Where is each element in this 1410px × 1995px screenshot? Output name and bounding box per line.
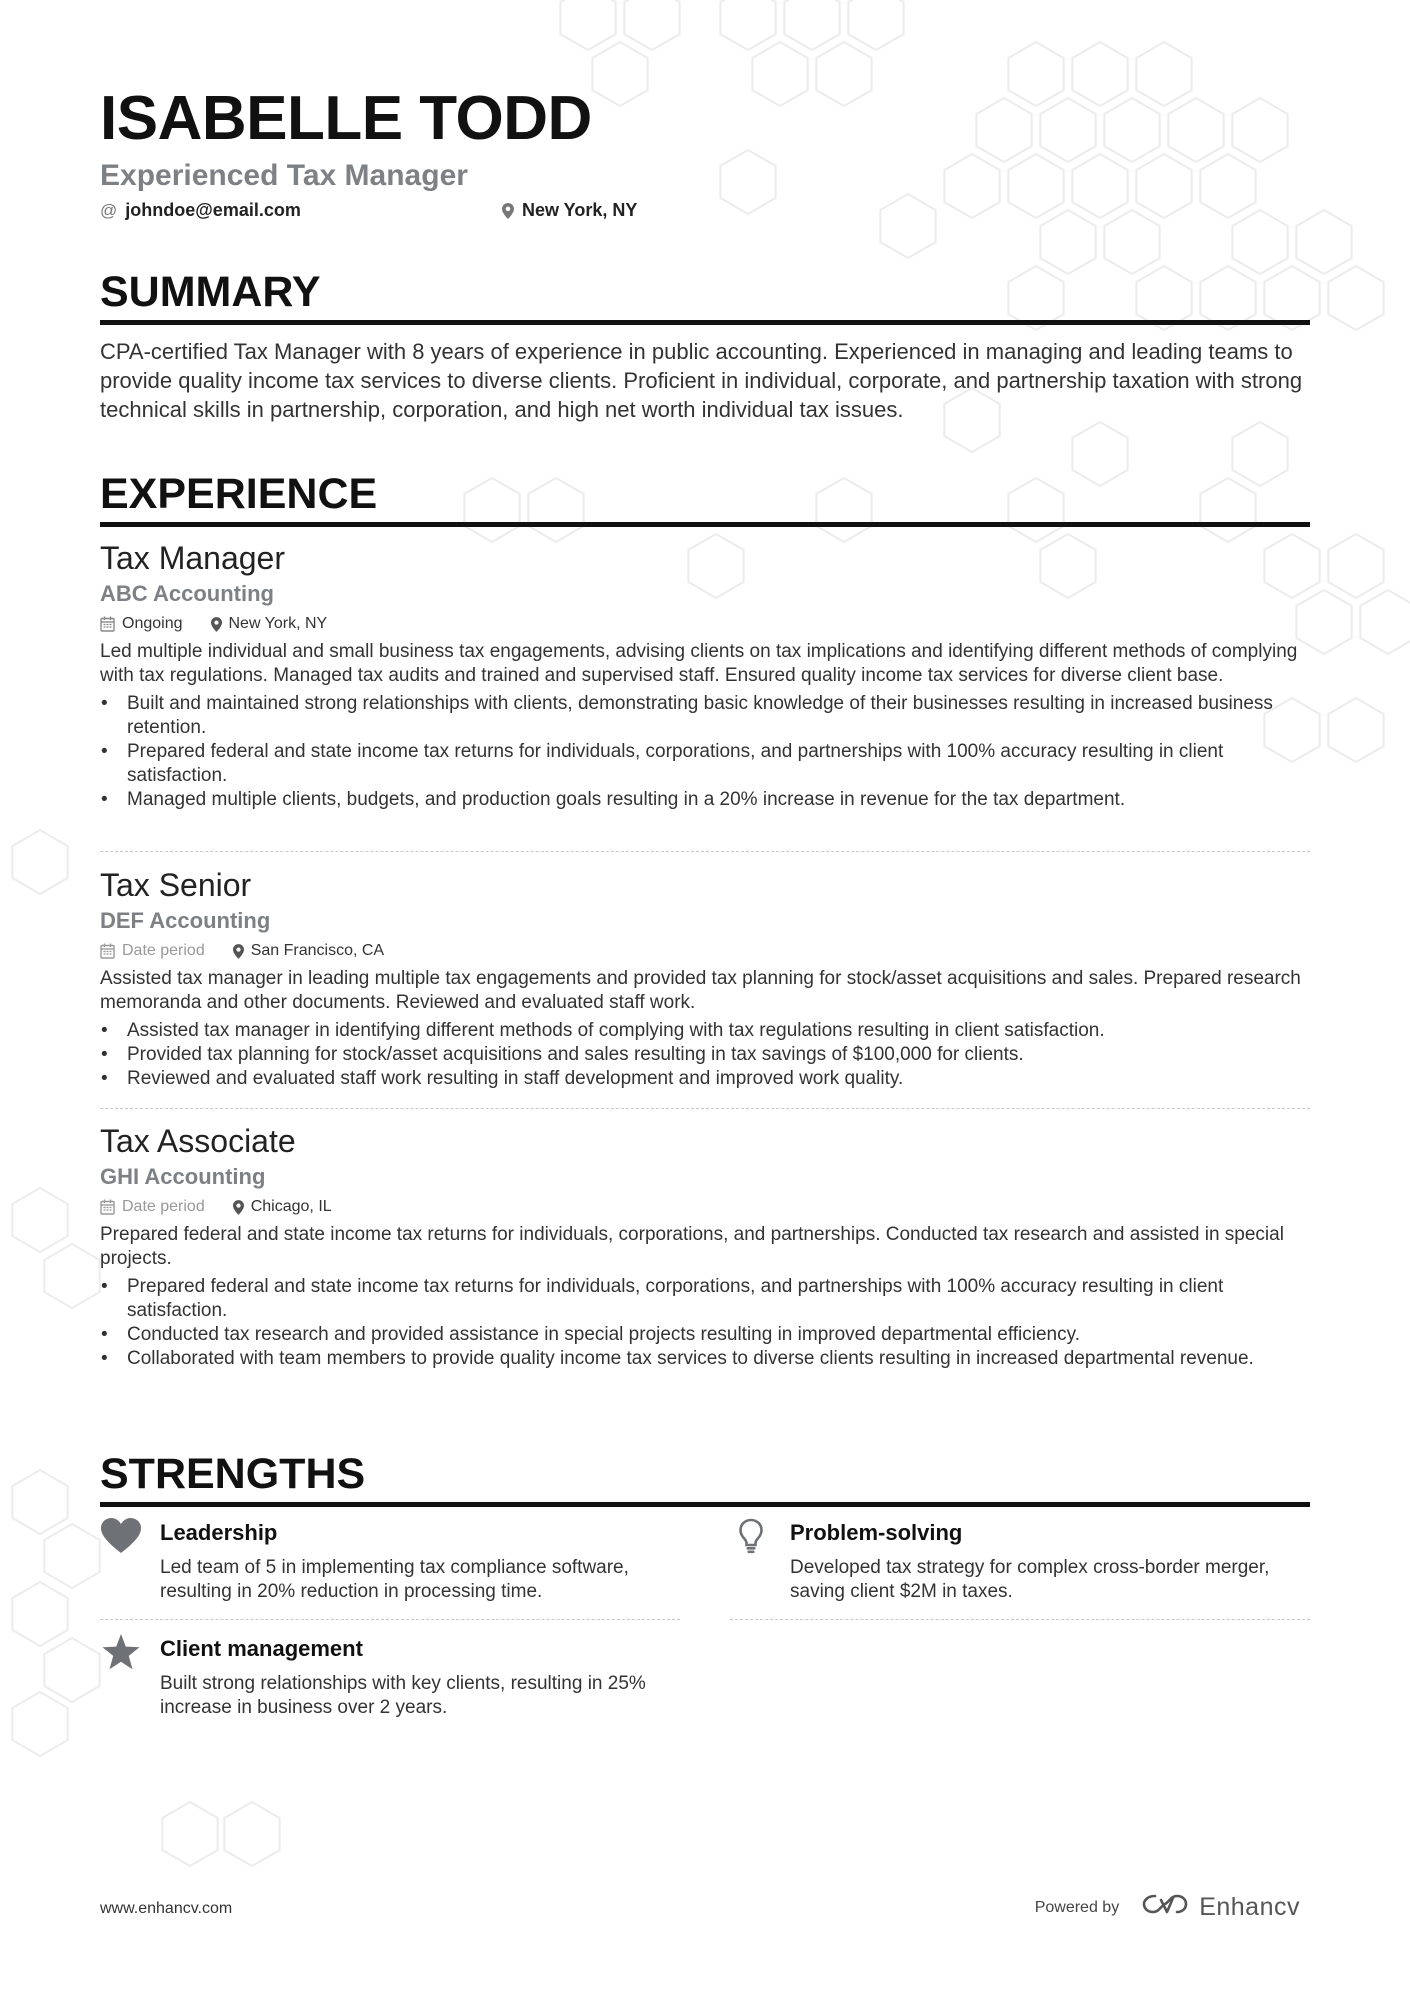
strength-description: Developed tax strategy for complex cross-border merger, saving client $2M in taxes. [790,1557,1270,1602]
job-description: Prepared federal and state income tax returns for individuals, corporations, and partnerships. Conducted tax research and assisted in special projects. [100,1224,1284,1269]
hexagon-shape [1360,590,1410,654]
hexagon-shape [976,98,1031,162]
hexagon-shape [624,0,679,50]
hexagon-shape [12,1582,67,1646]
strength-divider [100,1619,680,1620]
strength-title: Problem-solving [790,1520,963,1545]
job-company: ABC Accounting [100,581,274,606]
hexagon-shape [560,0,615,50]
strengths-heading: STRENGTHS [100,1450,1310,1507]
job-company: DEF Accounting [100,908,271,933]
job-bullet: • Prepared federal and state income tax returns for individuals, corporations, and partnerships with 100% accuracy resulting in client satisfaction. [100,740,1310,788]
candidate-name: ISABELLE TODD [100,84,592,153]
hexagon-shape [1168,98,1223,162]
job-entry [100,1122,1310,1371]
job-title: Tax Associate [100,1123,296,1159]
hexagon-shape [224,1802,279,1866]
hexagon-shape [162,1802,217,1866]
email-text: johndoe@email.com [125,200,301,220]
lightbulb-icon [730,1518,772,1560]
footer-branding[interactable] [1035,1892,1300,1923]
job-bullet: • Conducted tax research and provided assistance in special projects resulting in improved departmental efficiency. [100,1323,1310,1347]
strength-title: Leadership [160,1520,278,1545]
powered-by-text: Powered by [1034,1898,1120,1916]
job-location-text: New York, NY [228,615,328,632]
hexagon-shape [44,1524,99,1588]
job-bullet: • Managed multiple clients, budgets, and production goals resulting in a 20% increase in revenue for the tax department. [100,788,1310,812]
strength-description: Led team of 5 in implementing tax compliance software, resulting in 20% reduction in processing time. [160,1557,629,1602]
hexagon-shape [784,0,839,50]
job-bullets [100,1019,1310,1091]
summary-text: CPA-certified Tax Manager with 8 years of experience in public accounting. Experienced in managing and leading teams to provide quality income tax services to diverse clients. Proficient in individual, corporate, and partnership taxation with strong technical skills in partnership, corporation, and high net worth individual tax issues. [100,339,1303,422]
job-entry [100,866,1310,1091]
hexagon-shape [1072,42,1127,106]
job-bullets [100,692,1310,812]
job-divider [100,851,1310,852]
job-bullet: • Provided tax planning for stock/asset acquisitions and sales resulting in tax savings of $100,000 for clients. [100,1043,1310,1067]
job-bullet: • Prepared federal and state income tax returns for individuals, corporations, and partnerships with 100% accuracy resulting in client satisfaction. [100,1275,1310,1323]
job-meta [100,1194,1310,1220]
candidate-title: Experienced Tax Manager [100,159,468,192]
job-location [233,942,384,960]
hexagon-shape [1232,98,1287,162]
hexagon-shape [1040,98,1095,162]
brand-name: Enhancv [1199,1893,1300,1921]
job-meta [100,938,1310,964]
job-meta [100,611,1310,637]
job-period [100,615,183,633]
job-entry [100,539,1310,812]
job-bullets [100,1275,1310,1371]
experience-heading: EXPERIENCE [100,470,1310,527]
map-pin-icon [233,944,244,959]
job-period-text: Date period [122,1198,205,1215]
strength-description: Built strong relationships with key clients, resulting in 25% increase in business over 2 years. [160,1673,646,1718]
job-location-text: San Francisco, CA [250,942,385,959]
hexagon-shape [1328,534,1383,598]
job-description: Led multiple individual and small business tax engagements, advising clients on tax implications and identifying different methods of complying with tax regulations. Managed tax audits and trained and supervised staff. Ensured quality income tax services for diverse client base. [100,641,1298,686]
map-pin-icon [233,1200,244,1215]
hexagon-shape [44,1638,99,1702]
map-pin-icon [502,203,514,219]
strength-title: Client management [160,1636,363,1661]
job-title: Tax Manager [100,540,285,576]
map-pin-icon [211,617,222,632]
at-icon: @ [100,200,118,220]
hexagon-shape [592,42,647,106]
calendar-icon [100,943,115,959]
hexagon-shape [1104,98,1159,162]
location-text: New York, NY [522,200,638,220]
job-divider [100,1108,1310,1109]
hexagon-shape [1008,42,1063,106]
job-bullet: • Collaborated with team members to provide quality income tax services to diverse clients resulting in increased departmental revenue. [100,1347,1310,1371]
hexagon-shape [12,1692,67,1756]
hexagon-shape [1136,42,1191,106]
hexagon-shape [848,0,903,50]
location-item [502,200,637,221]
hexagon-shape [816,42,871,106]
hexagon-shape [12,830,67,894]
hexagon-shape [1328,266,1383,330]
summary-heading: SUMMARY [100,268,1310,325]
job-description: Assisted tax manager in leading multiple tax engagements and provided tax planning for stock/asset acquisitions and sales. Prepared research memoranda and other documents. Reviewed and evaluated staff work. [100,968,1301,1013]
hexagon-shape [44,1244,99,1308]
footer-website[interactable]: www.enhancv.com [100,1900,233,1917]
job-bullet: • Assisted tax manager in identifying different methods of complying with tax regulations resulting in client satisfaction. [100,1019,1310,1043]
hexagon-shape [720,0,775,50]
job-location [211,615,328,633]
hexagon-shape [1328,698,1383,762]
job-bullet: • Built and maintained strong relationships with clients, demonstrating basic knowledge of their businesses resulting in increased business retention. [100,692,1310,740]
job-location [233,1198,332,1216]
heart-icon [100,1518,142,1560]
email-item[interactable] [100,200,301,221]
job-company: GHI Accounting [100,1164,266,1189]
job-location-text: Chicago, IL [250,1198,332,1215]
star-icon [100,1634,142,1676]
job-period-text: Date period [122,942,205,959]
enhancv-logo-icon [1141,1892,1189,1923]
calendar-icon [100,1199,115,1215]
hexagon-shape [752,42,807,106]
job-period [100,942,205,960]
strength-divider [730,1619,1310,1620]
job-bullet: • Reviewed and evaluated staff work resulting in staff development and improved work quality. [100,1067,1310,1091]
calendar-icon [100,616,115,632]
hexagon-shape [12,1470,67,1534]
job-period [100,1198,205,1216]
job-period-text: Ongoing [122,615,183,632]
job-title: Tax Senior [100,867,252,903]
contact-row [100,200,1310,226]
brand-logo [1141,1892,1300,1923]
hexagon-shape [12,1188,67,1252]
